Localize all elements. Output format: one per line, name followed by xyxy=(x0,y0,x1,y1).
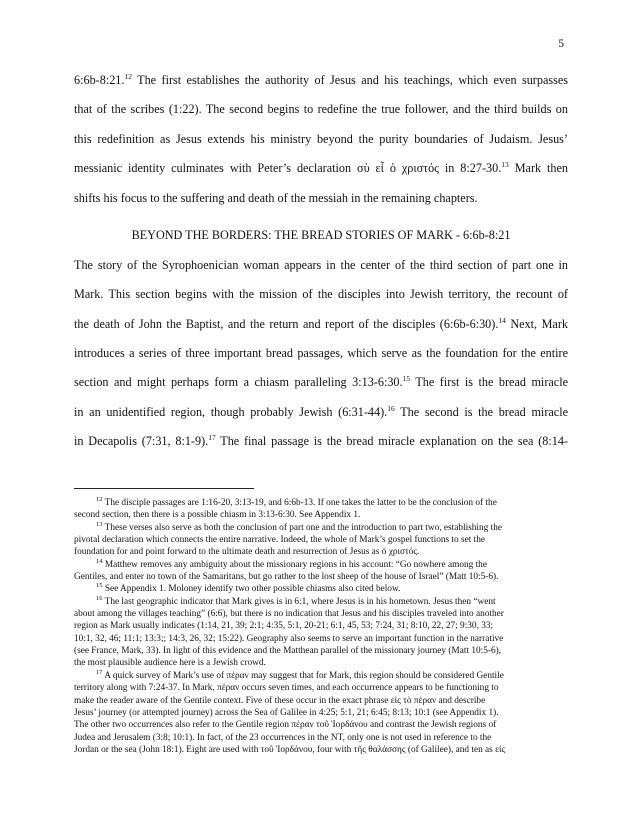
page-number: 5 xyxy=(558,38,564,50)
text-line xyxy=(74,125,568,154)
footnote-marker: 14 xyxy=(498,315,506,325)
footnote-text: make the reader aware of the Gentile context. Five of these occur in the exact phrase εἰς τὸ πέραν and describe xyxy=(74,695,486,706)
footnote-line xyxy=(74,719,568,731)
footnote-marker: 17 xyxy=(208,433,216,443)
footnote-text: The other two occurrences also refer to the Gentile region πέραν τοῦ Ἰορδάνου and contrast the Jewish regions of xyxy=(74,720,497,731)
footnotes xyxy=(74,497,568,756)
text-segment: in an unidentified region, though probably Jewish (6:31-44). xyxy=(74,404,388,419)
footnote-text: See Appendix 1. Moloney identify two other possible chiasms also cited below. xyxy=(102,584,401,595)
footnote-text: (see France, Mark, 33). In light of this evidence and the Matthean parallel of the missionary journey (Matt 10:5-6), xyxy=(74,646,502,657)
footnote-marker: 12 xyxy=(124,72,132,81)
text-segment: The final passage is the bread miracle explanation on the sea (8:14- xyxy=(215,434,568,449)
footnote-line xyxy=(74,645,568,657)
footnote-number: 17 xyxy=(96,668,103,676)
text-line xyxy=(74,310,568,339)
footnote-line xyxy=(74,546,568,558)
text-segment: in Decapolis (7:31, 8:1-9). xyxy=(74,434,209,449)
footnote-number: 16 xyxy=(96,594,103,602)
footnote-text: Jesus’ journey (or attempted journey) across the Sea of Galilee in 4:25; 5:1, 21; 6:45; 8:13; 10:1 (see Appendix 1). xyxy=(74,707,499,718)
footnote-marker: 15 xyxy=(402,374,411,384)
text-segment: that of the scribes (1:22). The second begins to redefine the true follower, and the third builds on xyxy=(74,102,568,117)
footnote-text: region as Mark usually indicates (1:14, 21, 39; 2:1; 4:35, 5:1, 20-21; 6:1, 45, 53; 7:24, 31; 8:10, 22, 27; 9:30, 33; xyxy=(74,621,494,632)
paragraph-2 xyxy=(74,251,568,457)
footnote-text: The last geographic indicator that Mark gives is in 6:1, where Jesus is in his hometown. Jesus then “went xyxy=(102,596,496,607)
footnote-number: 12 xyxy=(96,496,103,503)
text-segment: section and might perhaps form a chiasm paralleling 3:13-6:30. xyxy=(74,375,403,390)
footnote-line xyxy=(74,695,568,707)
paragraph-1 xyxy=(74,66,568,213)
section-heading: BEYOND THE BORDERS: THE BREAD STORIES OF MARK - 6:6b-8:21 xyxy=(131,228,511,243)
footnote-line xyxy=(74,559,568,571)
footnote-line xyxy=(74,608,568,620)
footnote-marker: 16 xyxy=(387,403,395,413)
footnote-marker: 13 xyxy=(501,160,509,170)
text-segment: messianic identity culminates with Peter’s declaration σὺ εἶ ὁ χριστός in 8:27-30. xyxy=(74,161,502,176)
text-line xyxy=(74,251,568,280)
footnote-line xyxy=(74,522,568,534)
text-segment: shifts his focus to the suffering and death of the messiah in the remaining chapters. xyxy=(74,190,478,205)
footnote-text: pivotal declaration which connects the entire narrative. Indeed, the whole of Mark’s gospel functions to set the xyxy=(74,535,485,546)
footnote-text: foundation for and point forward to the ultimate death and resurrection of Jesus as ὁ χριστός. xyxy=(74,547,420,558)
footnote-text: 10:1, 32, 46; 11:1; 13:3;; 14:3, 26, 32; 15:22). Geography also seems to serve an important function in the narrative xyxy=(74,633,504,644)
text-segment: Mark then xyxy=(508,161,568,176)
text-segment: The first establishes the authority of Jesus and his teachings, which even surpasses xyxy=(131,73,568,87)
footnote-text: about among the villages teaching” (6:6), but there is no indication that Jesus and his disciples traveled into another xyxy=(74,609,504,620)
text-segment: Next, Mark xyxy=(505,316,568,331)
footnote-line xyxy=(74,707,568,719)
footnote-line xyxy=(74,509,568,521)
footnote-line xyxy=(74,682,568,694)
footnote-line xyxy=(74,732,568,744)
footnote-text: Gentiles, and enter no town of the Samaritans, but go rather to the lost sheep of the house of Israel” (Matt 10:5-6). xyxy=(74,572,499,583)
text-segment: introduces a series of three important bread passages, which serve as the foundation for the entire xyxy=(74,346,568,361)
footnote-number: 13 xyxy=(96,520,103,528)
footnote-text: Matthew removes any ambiguity about the missionary regions in his account: “Go nowhere among the xyxy=(102,559,487,570)
footnote-text: second section, then there is a possible chiasm in 3:13-6:30. See Appendix 1. xyxy=(74,510,361,521)
body-text xyxy=(74,66,568,457)
footnote-text: These verses also serve as both the conclusion of part one and the introduction to part two, establishing the xyxy=(102,522,502,533)
footnote-text: The disciple passages are 1:16-20, 3:13-19, and 6:6b-13. If one takes the latter to be the conclusion of the xyxy=(102,498,497,508)
text-segment: Mark. This section begins with the mission of the disciples into Jewish territory, the recount of xyxy=(74,287,568,302)
text-segment: this redefinition as Jesus extends his ministry beyond the purity boundaries of Judaism. Jesus’ xyxy=(74,131,568,146)
footnote-text: territory along with 7:24-37. In Mark, πέραν occurs seven times, and each occurrence appears to be functioning to xyxy=(74,683,499,694)
footnote-separator xyxy=(74,488,254,489)
footnote-line xyxy=(74,633,568,645)
footnote-line xyxy=(74,583,568,595)
text-segment: The story of the Syrophoenician woman appears in the center of the third section of part one in xyxy=(74,257,568,272)
text-line xyxy=(74,66,568,95)
footnote-number: 15 xyxy=(96,582,103,590)
text-segment: The second is the bread miracle xyxy=(394,404,568,419)
text-segment: The first is the bread miracle xyxy=(410,375,568,390)
text-segment: the death of John the Baptist, and the return and report of the disciples (6:6b-6:30). xyxy=(74,316,499,331)
footnote-line xyxy=(74,497,568,509)
footnote-text: A quick survey of Mark’s use of πέραν may suggest that for Mark, this region should be considered Gentile xyxy=(102,670,504,681)
text-line xyxy=(74,280,568,309)
text-line xyxy=(74,184,568,213)
footnote-text: Judea and Jerusalem (3:8; 10:1). In fact, of the 23 occurrences in the NT, only one is not used in reference to the xyxy=(74,732,492,743)
footnote-number: 14 xyxy=(96,557,103,565)
text-line xyxy=(74,95,568,124)
footnote-text: the most plausible audience here is a Jewish crowd. xyxy=(74,658,266,669)
footnote-text: Jordan or the sea (John 18:1). Eight are used with τοῦ Ἰορδάνου, four with τῆς θαλάσσης (of Galilee), and ten as εἰς xyxy=(74,744,506,755)
footnote-line xyxy=(74,571,568,583)
footnote-line xyxy=(74,657,568,669)
text-line xyxy=(74,339,568,368)
footnote-line xyxy=(74,670,568,682)
footnote-line xyxy=(74,620,568,632)
footnote-line xyxy=(74,744,568,756)
footnote-line xyxy=(74,534,568,546)
text-line xyxy=(74,398,568,427)
text-segment: 6:6b-8:21. xyxy=(74,73,125,87)
text-line xyxy=(74,427,568,456)
text-line xyxy=(74,154,568,183)
text-line xyxy=(74,368,568,397)
footnote-line xyxy=(74,596,568,608)
